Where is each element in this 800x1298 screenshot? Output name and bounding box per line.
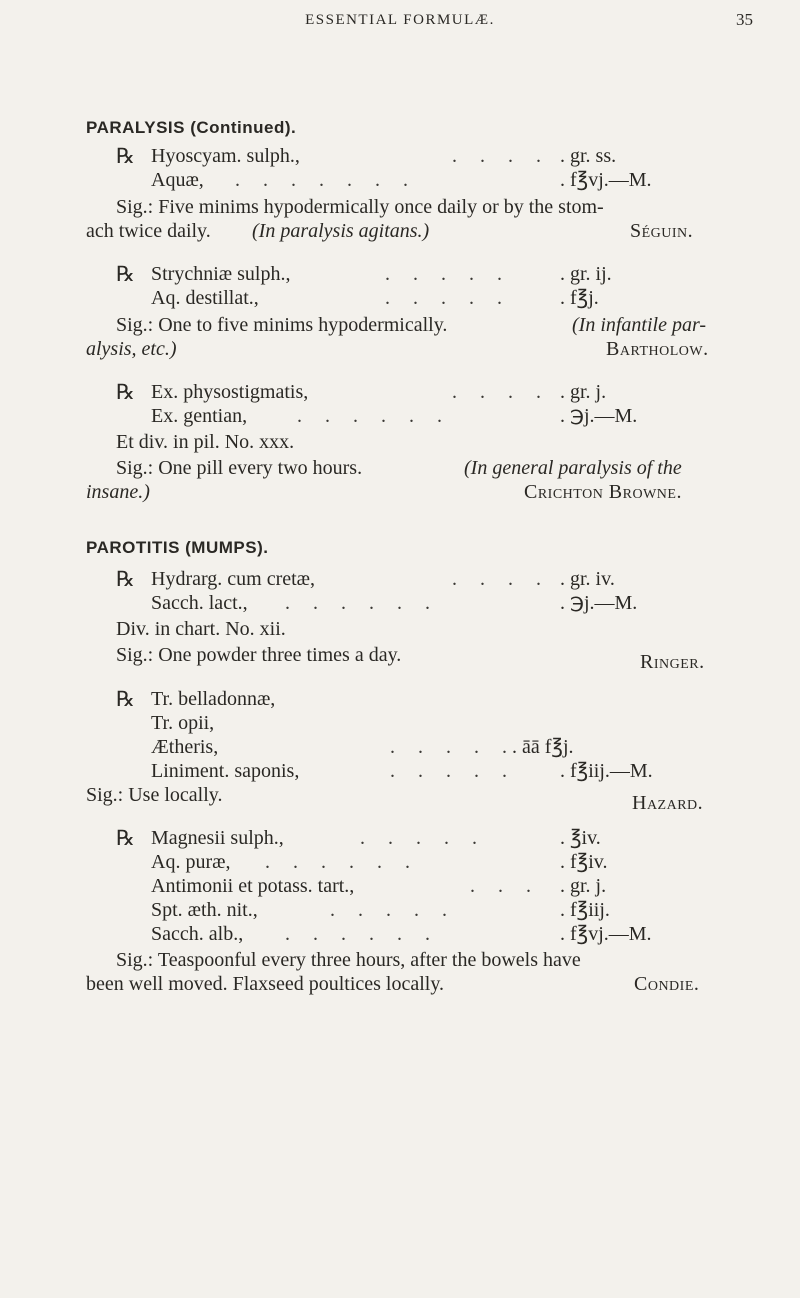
leader-dots: . . . . . <box>385 287 511 309</box>
ingredient-name: Ex. physostigmatis, <box>151 381 309 403</box>
ingredient-name: Ætheris, <box>151 736 219 758</box>
rx-symbol: ℞ <box>116 144 135 168</box>
leader-dots: . . . . . <box>390 736 516 758</box>
author-attribution: Bartholow. <box>606 338 709 360</box>
leader-dots: . . . . . . . <box>235 169 417 191</box>
ingredient-name: Antimonii et potass. tart., <box>151 875 355 897</box>
ingredient-quantity: . gr. ij. <box>560 263 612 285</box>
rx-symbol: ℞ <box>116 262 135 286</box>
author-attribution: Hazard. <box>632 792 704 814</box>
sig-text: Sig.: One pill every two hours. <box>116 457 363 479</box>
ingredient-quantity: . f℥iij.—M. <box>560 760 653 782</box>
leader-dots: . . . . . . <box>285 592 439 614</box>
leader-dots: . . . . <box>452 568 550 590</box>
ingredient-name: Tr. opii, <box>151 712 215 734</box>
leader-dots: . . . . . <box>390 760 516 782</box>
ingredient-name: Sacch. lact., <box>151 592 248 614</box>
ingredient-quantity: . f℥j. <box>560 287 599 309</box>
leader-dots: . . . . . . <box>285 923 439 945</box>
ingredient-name: Aq. puræ, <box>151 851 231 873</box>
ingredient-name: Magnesii sulph., <box>151 827 284 849</box>
rx-symbol: ℞ <box>116 826 135 850</box>
ingredient-quantity: . ℈j.—M. <box>560 592 638 614</box>
ingredient-quantity: . gr. iv. <box>560 568 615 590</box>
ingredient-quantity: . f℥vj.—M. <box>560 923 652 945</box>
section-title-paralysis: PARALYSIS (Continued). <box>86 118 297 137</box>
ingredient-quantity: . f℥iij. <box>560 899 610 921</box>
leader-dots: . . . . . <box>330 899 456 921</box>
indication-note: (In paralysis agitans.) <box>252 220 430 242</box>
ingredient-name: Spt. æth. nit., <box>151 899 258 921</box>
sig-text: been well moved. Flaxseed poultices locally. <box>86 973 445 995</box>
sig-text: Sig.: One to five minims hypodermically. <box>116 314 448 336</box>
running-header: ESSENTIAL FORMULÆ. <box>305 12 495 28</box>
sig-text: Sig.: Five minims hypodermically once daily or by the stom- <box>116 196 604 218</box>
leader-dots: . . . . . <box>360 827 486 849</box>
page-number: 35 <box>736 10 753 29</box>
ingredient-name: Hydrarg. cum cretæ, <box>151 568 316 590</box>
ingredient-name: Tr. belladonnæ, <box>151 688 276 710</box>
author-attribution: Condie. <box>634 973 700 995</box>
rx-symbol: ℞ <box>116 380 135 404</box>
section-title-parotitis: PAROTITIS (MUMPS). <box>86 538 269 557</box>
ingredient-quantity: . f℥vj.—M. <box>560 169 652 191</box>
ingredient-name: Strychniæ sulph., <box>151 263 291 285</box>
ingredient-quantity: . gr. j. <box>560 875 607 897</box>
indication-note: insane.) <box>86 481 150 503</box>
author-attribution: Ringer. <box>640 651 705 673</box>
ingredient-name: Sacch. alb., <box>151 923 244 945</box>
leader-dots: . . . . . . <box>265 851 419 873</box>
sig-text: Sig.: Teaspoonful every three hours, after the bowels have <box>116 949 581 971</box>
leader-dots: . . . <box>470 875 540 897</box>
rx-symbol: ℞ <box>116 687 135 711</box>
leader-dots: . . . . . . <box>297 405 451 427</box>
ingredient-quantity: . ℥iv. <box>560 827 601 849</box>
leader-dots: . . . . . <box>385 263 511 285</box>
rx-symbol: ℞ <box>116 567 135 591</box>
indication-note: (In general paralysis of the <box>464 457 682 479</box>
ingredient-name: Ex. gentian, <box>151 405 248 427</box>
author-attribution: Crichton Browne. <box>524 481 682 503</box>
ingredient-quantity: . f℥iv. <box>560 851 608 873</box>
sig-text: Sig.: Use locally. <box>86 784 223 806</box>
author-attribution: Séguin. <box>630 220 694 242</box>
sig-text: Sig.: One powder three times a day. <box>116 644 402 666</box>
ingredient-quantity: . āā f℥j. <box>512 736 574 758</box>
ingredient-name: Aquæ, <box>151 169 204 191</box>
division-instruction: Et div. in pil. No. xxx. <box>116 431 295 453</box>
leader-dots: . . . . <box>452 145 550 167</box>
ingredient-quantity: . gr. ss. <box>560 145 617 167</box>
indication-note: alysis, etc.) <box>86 338 177 360</box>
ingredient-name: Aq. destillat., <box>151 287 259 309</box>
ingredient-quantity: . gr. j. <box>560 381 607 403</box>
leader-dots: . . . . <box>452 381 550 403</box>
ingredient-name: Hyoscyam. sulph., <box>151 145 300 167</box>
ingredient-quantity: . ℈j.—M. <box>560 405 638 427</box>
sig-text: ach twice daily. <box>86 220 211 242</box>
division-instruction: Div. in chart. No. xii. <box>116 618 286 640</box>
indication-note: (In infantile par- <box>572 314 707 336</box>
ingredient-name: Liniment. saponis, <box>151 760 300 782</box>
